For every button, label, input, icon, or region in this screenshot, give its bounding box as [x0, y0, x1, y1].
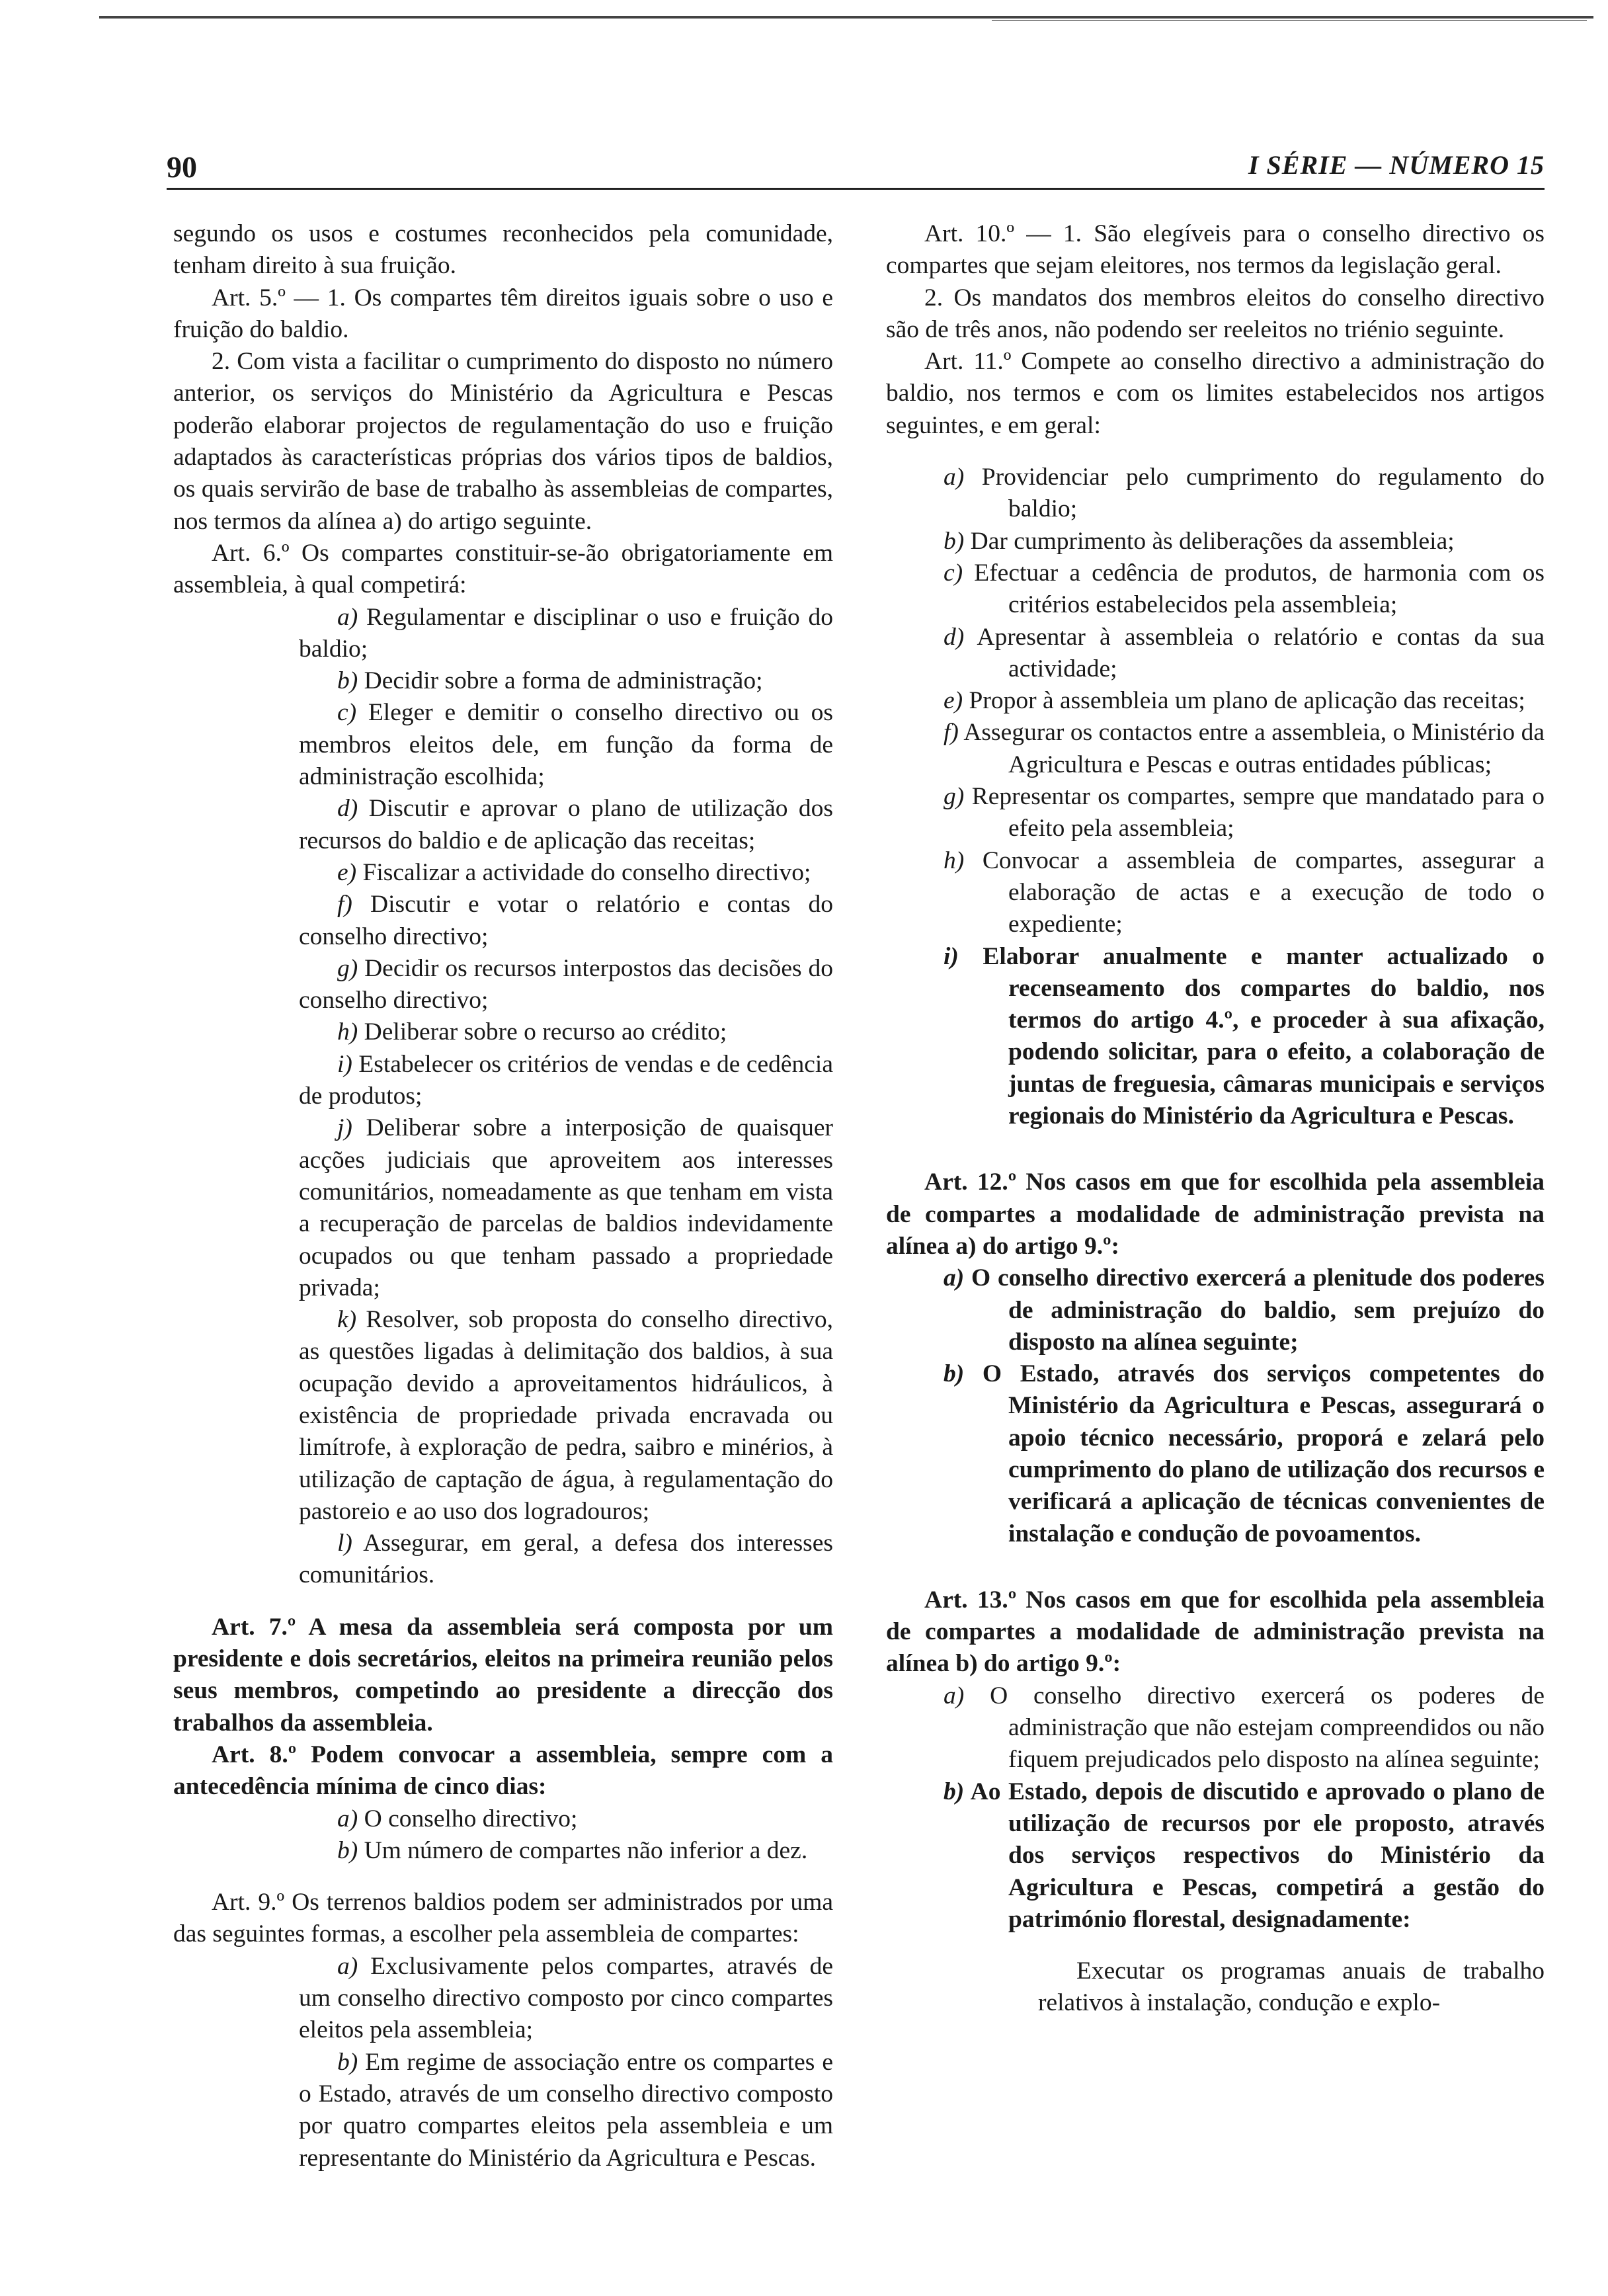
list-item [886, 557, 1545, 622]
item-label: c) [944, 559, 963, 587]
item-text: O Estado, através dos serviços competentes do Ministério da Agricultura e Pescas, assegurará o apoio técnico necessário, proporá e zelará pelo cumprimento do plano de utilização dos recursos e verificará a aplicação de técnicas convenientes de instalação e condução de povoamentos. [982, 1360, 1545, 1547]
item-label: b) [337, 1836, 358, 1864]
item-label: h) [944, 846, 965, 874]
list-item [173, 1528, 833, 1592]
item-label: a) [944, 464, 965, 491]
list-item [886, 1680, 1545, 1776]
item-text: Em regime de associação entre os compartes e o Estado, através de um conselho directivo composto por quatro compartes eleitos pela assembleia e um representante do Ministério da Agricultura e Pescas. [299, 2048, 834, 2172]
article-9-list [173, 1951, 833, 2174]
item-text: Assegurar, em geral, a defesa dos interesses comunitários. [299, 1530, 833, 1589]
item-label: b) [944, 1778, 965, 1805]
item-text: Dar cumprimento às deliberações da assembleia; [970, 527, 1455, 555]
item-text: O conselho directivo exercerá a plenitude dos poderes de administração do baldio, sem prejuízo do disposto na alínea seguinte; [971, 1264, 1545, 1356]
item-text: Apresentar à assembleia o relatório e contas da sua actividade; [977, 623, 1545, 682]
item-label: i) [337, 1050, 352, 1078]
item-text: Decidir sobre a forma de administração; [364, 667, 763, 695]
article-9: Art. 9.º Os terrenos baldios podem ser administrados por uma das seguintes formas, a escolher pela assembleia de compartes: [173, 1889, 833, 1948]
list-item [173, 889, 833, 953]
item-label: c) [337, 699, 357, 727]
item-label: g) [337, 954, 358, 982]
list-item [886, 845, 1545, 941]
article-6-list [173, 602, 833, 1592]
item-label: e) [944, 687, 963, 715]
list-item [173, 953, 833, 1017]
list-item [886, 1262, 1545, 1358]
item-text: Representar os compartes, sempre que mandatado para o efeito pela assembleia; [971, 783, 1545, 842]
article-5-2: 2. Com vista a facilitar o cumprimento do disposto no número anterior, os serviços do Ministério da Agricultura e Pescas poderão elaborar projectos de regulamentação do uso e fruição adaptados às características próprias dos vários tipos de baldios, os quais servirão de base de trabalho às assembleias de compartes, nos termos da alínea a) do artigo seguinte. [173, 348, 833, 535]
article-10-2: 2. Os mandatos dos membros eleitos do conselho directivo são de três anos, não podendo ser reeleitos no triénio seguinte. [886, 284, 1545, 343]
list-item [173, 793, 833, 857]
item-label: l) [337, 1530, 352, 1557]
article-13: Art. 13.º Nos casos em que for escolhida pela assembleia de compartes a modalidade de administração prevista na alínea b) do artigo 9.º: [886, 1586, 1545, 1678]
item-text: O conselho directivo; [364, 1805, 578, 1832]
item-text: Decidir os recursos interpostos das decisões do conselho directivo; [299, 954, 833, 1014]
item-text: Propor à assembleia um plano de aplicação das receitas; [969, 687, 1525, 715]
spacer [886, 1132, 1545, 1167]
item-text: Convocar a assembleia de compartes, assegurar a elaboração de actas e a execução de todo o expediente; [982, 846, 1545, 938]
item-label: d) [944, 623, 965, 651]
list-item [886, 781, 1545, 845]
item-label: f) [337, 891, 352, 919]
item-text: Regulamentar e disciplinar o uso e fruição do baldio; [299, 603, 833, 663]
list-item [173, 1835, 833, 1867]
list-item [173, 1304, 833, 1528]
item-label: a) [944, 1264, 965, 1292]
article-10-1: Art. 10.º — 1. São elegíveis para o conselho directivo os compartes que sejam eleitores, nos termos da legislação geral. [886, 220, 1545, 280]
item-label: i) [944, 942, 959, 970]
right-column [886, 218, 1545, 2020]
item-label: b) [337, 667, 358, 695]
list-item [173, 1803, 833, 1835]
list-item [173, 1951, 833, 2047]
spacer [886, 1936, 1545, 1955]
item-text: Resolver, sob proposta do conselho directivo, as questões ligadas à delimitação dos baldios, à sua ocupação devido a aproveitamentos hidráulicos, à existência de propriedade privada encravada ou limítrofe, à exploração de pedra, saibro e minérios, à utilização de captação de água, à regulamentação do pastoreio e ao uso dos logradouros; [299, 1306, 834, 1525]
spacer [886, 442, 1545, 462]
list-item [173, 602, 833, 666]
spacer [886, 1550, 1545, 1584]
item-text: Fiscalizar a actividade do conselho directivo; [362, 858, 811, 886]
item-label: a) [337, 603, 358, 631]
list-item [173, 1049, 833, 1113]
article-12-list [886, 1262, 1545, 1550]
article-6: Art. 6.º Os compartes constituir-se-ão obrigatoriamente em assembleia, à qual competirá: [173, 539, 833, 599]
series-header: I SÉRIE — NÚMERO 15 [1248, 150, 1545, 180]
item-label: d) [337, 795, 358, 823]
item-text: Estabelecer os critérios de vendas e de cedência de produtos; [299, 1050, 833, 1110]
list-item [173, 1016, 833, 1048]
list-item [886, 685, 1545, 717]
item-text: Elaborar anualmente e manter actualizado o recenseamento dos compartes do baldio, nos termos do artigo 4.º, e proceder à sua afixação, podendo solicitar, para o efeito, a colaboração de juntas de freguesia, câmaras municipais e serviços regionais do Ministério da Agricultura e Pescas. [983, 942, 1545, 1130]
article-13-subparagraph: Executar os programas anuais de trabalho relativos à instalação, condução e explo- [1038, 1957, 1545, 2017]
item-text: Efectuar a cedência de produtos, de harmonia com os critérios estabelecidos pela assembleia; [974, 559, 1545, 619]
list-item [173, 2047, 833, 2174]
item-label: e) [337, 858, 357, 886]
header-rule [167, 188, 1545, 190]
item-text: O conselho directivo exercerá os poderes de administração que não estejam compreendidos ou não fiquem prejudicados pelo disposto na alínea seguinte; [990, 1682, 1545, 1774]
item-label: f) [944, 719, 959, 747]
item-label: j) [337, 1114, 352, 1142]
spacer [173, 1592, 833, 1612]
item-label: a) [337, 1952, 358, 1980]
article-13-list [886, 1680, 1545, 1936]
spacer [173, 1867, 833, 1887]
item-label: g) [944, 783, 965, 811]
article-8: Art. 8.º Podem convocar a assembleia, sempre com a antecedência mínima de cinco dias: [173, 1741, 833, 1801]
item-label: a) [337, 1805, 358, 1832]
list-item [886, 462, 1545, 526]
article-7: Art. 7.º A mesa da assembleia será composta por um presidente e dois secretários, eleitos na primeira reunião pelos seus membros, competindo ao presidente a direcção dos trabalhos da assembleia. [173, 1613, 833, 1737]
list-item [886, 526, 1545, 557]
list-item [886, 1358, 1545, 1550]
item-text: Eleger e demitir o conselho directivo ou os membros eleitos dele, em função da forma de administração escolhida; [299, 699, 833, 791]
left-column [173, 218, 833, 2174]
top-border-rule-secondary [992, 20, 1587, 21]
page-number: 90 [167, 150, 197, 184]
top-border-rule [99, 16, 1593, 19]
list-item [886, 941, 1545, 1133]
item-text: Assegurar os contactos entre a assembleia, o Ministério da Agricultura e Pescas e outras entidades públicas; [963, 719, 1545, 778]
item-label: b) [944, 1360, 965, 1388]
list-item [886, 717, 1545, 781]
item-label: h) [337, 1018, 358, 1046]
article-11: Art. 11.º Compete ao conselho directivo a administração do baldio, nos termos e com os limites estabelecidos nos artigos seguintes, e em geral: [886, 348, 1545, 439]
article-11-list [886, 462, 1545, 1132]
item-text: Deliberar sobre o recurso ao crédito; [364, 1018, 727, 1046]
item-text: Discutir e votar o relatório e contas do conselho directivo; [299, 891, 833, 950]
article-8-list [173, 1803, 833, 1867]
item-text: Um número de compartes não inferior a dez. [364, 1836, 808, 1864]
list-item [886, 1776, 1545, 1936]
article-12: Art. 12.º Nos casos em que for escolhida pela assembleia de compartes a modalidade de administração prevista na alínea a) do artigo 9.º: [886, 1168, 1545, 1260]
list-item [886, 622, 1545, 686]
item-label: k) [337, 1306, 357, 1334]
item-text: Deliberar sobre a interposição de quaisquer acções judiciais que aproveitem aos interesses comunitários, nomeadamente as que tenham em vista a recuperação de parcelas de baldios indevidamente ocupados ou que tenham passado a propriedade privada; [299, 1114, 833, 1301]
list-item [173, 1112, 833, 1304]
list-item [173, 665, 833, 697]
paragraph: segundo os usos e costumes reconhecidos pela comunidade, tenham direito à sua fruição. [173, 220, 833, 280]
item-label: b) [337, 2048, 358, 2076]
list-item [173, 697, 833, 793]
item-label: b) [944, 527, 965, 555]
item-text: Providenciar pelo cumprimento do regulamento do baldio; [981, 464, 1545, 523]
article-5-1: Art. 5.º — 1. Os compartes têm direitos iguais sobre o uso e fruição do baldio. [173, 284, 833, 343]
item-text: Exclusivamente pelos compartes, através de um conselho directivo composto por cinco compartes eleitos pela assembleia; [299, 1952, 834, 2044]
list-item [173, 857, 833, 889]
item-text: Discutir e aprovar o plano de utilização dos recursos do baldio e de aplicação das receitas; [299, 795, 833, 854]
item-label: a) [944, 1682, 965, 1709]
item-text: Ao Estado, depois de discutido e aprovado o plano de utilização de recursos por ele proposto, através dos serviços respectivos do Ministério da Agricultura e Pescas, competirá a gestão do património florestal, designadamente: [970, 1778, 1545, 1933]
